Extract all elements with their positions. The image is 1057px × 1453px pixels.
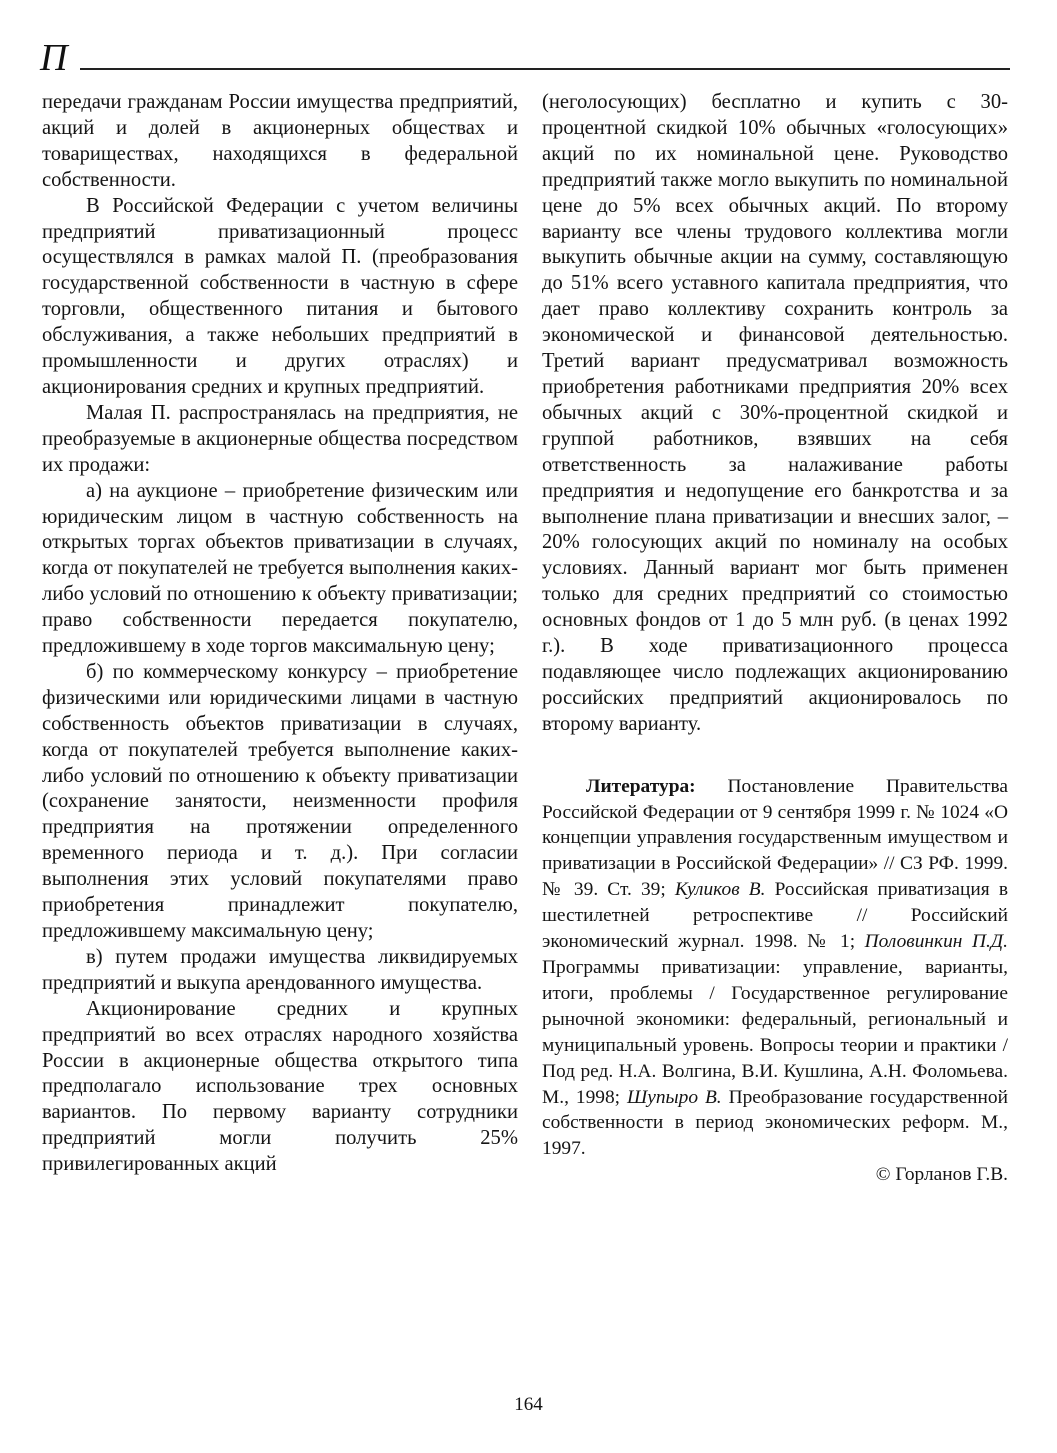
literature-author-shupyro: Шупыро В. (626, 1086, 722, 1108)
paragraph-variants: (неголосующих) бесплатно и купить с 30-процентной скидкой 10% обычных «голосующих» акций по их номинальной цене. Руководство предприятий также могло выкупить по номинальной цене до 5% всех обычных акций. По второму варианту все члены трудового коллектива могли выкупить обычные акции на сумму, составляющую до 51% всего уставного капитала предприятия, что дает право коллективу сохранить контроль за экономической и финансовой деятельностью. Третий вариант предусматривал возможность приобретения работниками предприятия 20% всех обычных акций с 30%-процентной скидкой и группой работников, взявших на себя ответственность за налаживание работы предприятия и недопущение его банкротства и за выполнение плана приватизации и внесших залог, – 20% голосующих акций по номиналу на особых условиях. Данный вариант мог быть применен только для средних предприятий со стоимостью основных фондов от 1 до 5 млн руб. (в ценах 1992 г.). В ходе приватизационного процесса подавляющее число подлежащих акционированию российских предприятий акционировалось по второму варианту. (542, 91, 1008, 735)
literature-text-3: Программы приватизации: управление, варианты, итоги, проблемы / Государственное регулирование рыночной экономики: федеральный, региональный и муниципальный уровень. Вопросы теории и практики / Под ред. Н.А. Волгина, В.И. Кушлина, А.Н. Фоломьева. М., 1998; (542, 957, 1008, 1108)
list-item-liquidation-sale: в) путем продажи имущества ликвидируемых предприятий и выкупа арендованного имущества. (42, 945, 518, 994)
header-rule (80, 68, 1010, 70)
right-column (542, 90, 1008, 1188)
paragraph-small-privatization: Малая П. распространялась на предприятия, не преобразуемые в акционерные общества посредством их продажи: (42, 401, 518, 476)
literature-label: Литература: (586, 775, 696, 797)
literature-text-1: Постановление Правительства Российской Федерации от 9 сентября 1999 г. № 1024 «О концепции управления государственным имуществом и приватизации в Российской Федерации» // СЗ РФ. 1999. № 39. Ст. 39; (542, 775, 1008, 901)
literature-text-4: Преобразование государственной собственности в период экономических реформ. М., 1997. (542, 1086, 1009, 1160)
paragraph-corporatization: Акционирование средних и крупных предприятий во всех отраслях народного хозяйства России в акционерные общества открытого типа предполагало использование трех основных вариантов. По первому варианту сотрудники предприятий могли получить 25% привилегированных акций (42, 997, 518, 1176)
literature-block (542, 774, 1008, 1163)
paragraph-privatization-process: В Российской Федерации с учетом величины предприятий приватизационный процесс осуществлялся в рамках малой П. (преобразования государственной собственности в частную в сфере торговли, общественного питания и бытового обслуживания, а также небольших предприятий в промышленности и других отраслях) и акционирования средних и крупных предприятий. (42, 194, 518, 398)
list-item-commercial-tender: б) по коммерческому конкурсу – приобретение физическими или юридическими лицами в частную собственность объектов приватизации в случаях, когда от покупателей требуется выполнение каких-либо условий по отношению к объекту приватизации (сохранение занятости, неизменности профиля предприятия на протяжении определенного временного периода и т. д.). При согласии выполнения этих условий покупателями право приобретения принадлежит покупателю, предложившему максимальную цену; (42, 660, 518, 942)
left-column (42, 90, 518, 1178)
literature-author-kulikov: Куликов В. (674, 879, 766, 901)
paragraph-continuation: передачи гражданам России имущества предприятий, акций и долей в акционерных обществах и товариществах, находящихся в федеральной собственности. (42, 91, 518, 191)
page-number: 164 (514, 1394, 543, 1415)
list-item-auction: а) на аукционе – приобретение физическим или юридическим лицом в частную собственность на открытых торгах объектов приватизации в случаях, когда от покупателей не требуется выполнения каких-либо условий по отношению к объекту приватизации; право собственности передается покупателю, предложившему в ходе торгов максимальную цену; (42, 479, 518, 658)
literature-text-2: Российская приватизация в шестилетней ретроспективе // Российский экономический журнал. 1998. № 1; (542, 879, 1008, 953)
copyright-author: © Горланов Г.В. (875, 1164, 1008, 1186)
literature-author-polovinkin: Половинкин П.Д. (864, 931, 1008, 953)
running-head-letter: П (40, 37, 68, 79)
